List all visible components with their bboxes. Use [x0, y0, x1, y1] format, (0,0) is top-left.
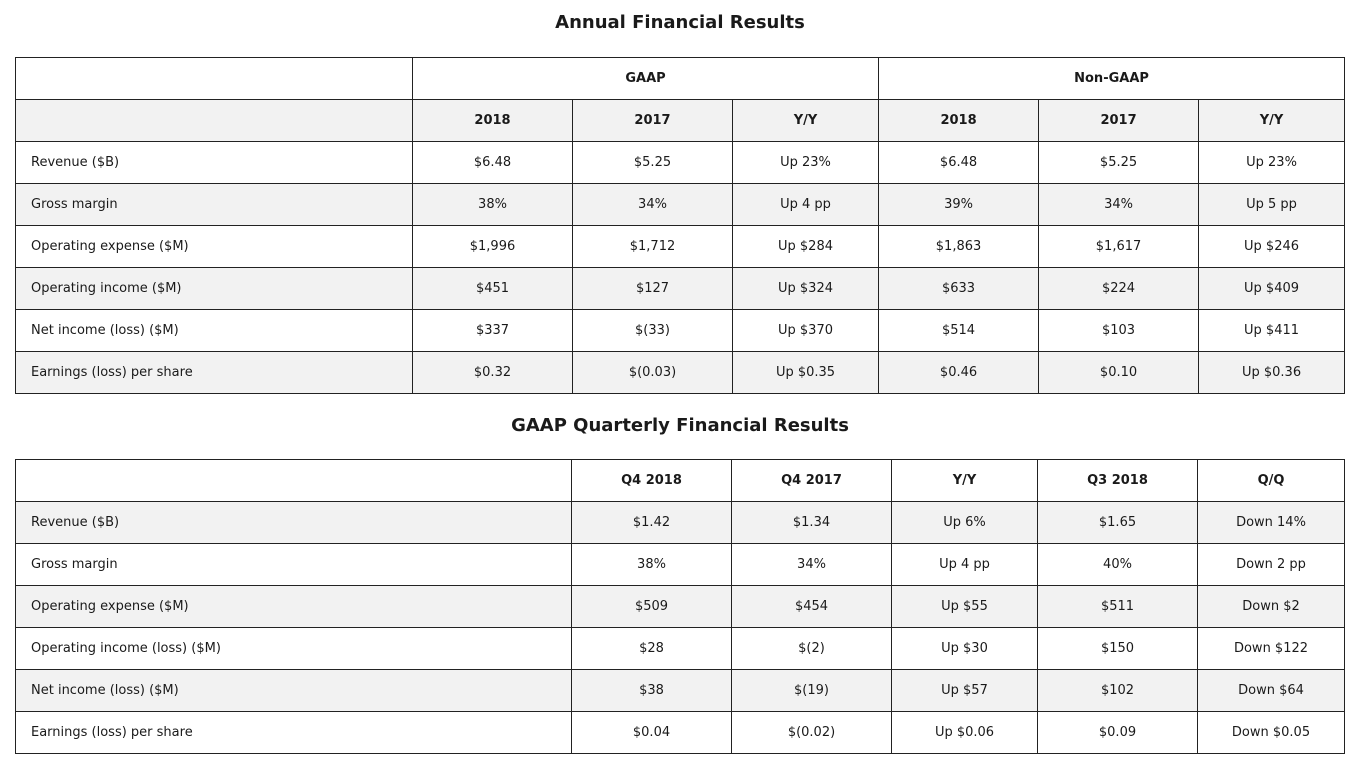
- table-cell: Up $409: [1199, 268, 1345, 310]
- group-header-gaap: GAAP: [413, 58, 879, 100]
- table-cell: $1,712: [573, 226, 733, 268]
- column-header: 2017: [1039, 100, 1199, 142]
- column-header: Q4 2018: [572, 460, 732, 502]
- table-cell: $150: [1038, 628, 1198, 670]
- group-header-non-gaap: Non-GAAP: [879, 58, 1345, 100]
- table-cell: $514: [879, 310, 1039, 352]
- column-header: Q/Q: [1198, 460, 1345, 502]
- column-header: 2018: [413, 100, 573, 142]
- table-cell: $511: [1038, 586, 1198, 628]
- row-label: Net income (loss) ($M): [16, 310, 413, 352]
- row-label: Earnings (loss) per share: [16, 352, 413, 394]
- table-row: [16, 586, 1345, 628]
- table-cell: Down $64: [1198, 670, 1345, 712]
- table-cell: Up 5 pp: [1199, 184, 1345, 226]
- table-cell: $(0.03): [573, 352, 733, 394]
- column-header: 2017: [573, 100, 733, 142]
- column-header: 2018: [879, 100, 1039, 142]
- table-cell: Down $2: [1198, 586, 1345, 628]
- row-label: Operating income (loss) ($M): [16, 628, 572, 670]
- table-cell: $5.25: [573, 142, 733, 184]
- table-cell: $0.46: [879, 352, 1039, 394]
- table-cell: $633: [879, 268, 1039, 310]
- table-cell: $1.42: [572, 502, 732, 544]
- table-cell: $0.32: [413, 352, 573, 394]
- table-cell: $38: [572, 670, 732, 712]
- table-cell: Up $0.36: [1199, 352, 1345, 394]
- table-cell: $127: [573, 268, 733, 310]
- table-cell: $6.48: [413, 142, 573, 184]
- table-cell: $(33): [573, 310, 733, 352]
- corner-cell: [16, 58, 413, 100]
- column-header: Q3 2018: [1038, 460, 1198, 502]
- table-cell: $(19): [732, 670, 892, 712]
- table-row: [16, 544, 1345, 586]
- table-cell: $224: [1039, 268, 1199, 310]
- table-cell: Down $0.05: [1198, 712, 1345, 754]
- row-label: Revenue ($B): [16, 142, 413, 184]
- table-cell: Down 14%: [1198, 502, 1345, 544]
- row-label: Net income (loss) ($M): [16, 670, 572, 712]
- table-row: [16, 142, 1345, 184]
- table-cell: Up $246: [1199, 226, 1345, 268]
- table-cell: Down 2 pp: [1198, 544, 1345, 586]
- table-row: [16, 310, 1345, 352]
- table-cell: $1,996: [413, 226, 573, 268]
- table-cell: Up $284: [733, 226, 879, 268]
- table-row: [16, 670, 1345, 712]
- table-row: [16, 502, 1345, 544]
- annual-results-title: Annual Financial Results: [555, 12, 805, 33]
- table-cell: $0.09: [1038, 712, 1198, 754]
- table-row: [16, 184, 1345, 226]
- quarterly-results-title: GAAP Quarterly Financial Results: [511, 415, 849, 436]
- table-cell: Up $411: [1199, 310, 1345, 352]
- table-cell: Up 6%: [892, 502, 1038, 544]
- table-cell: $5.25: [1039, 142, 1199, 184]
- table-cell: $509: [572, 586, 732, 628]
- table-cell: $1,863: [879, 226, 1039, 268]
- table-cell: $0.10: [1039, 352, 1199, 394]
- row-label: Earnings (loss) per share: [16, 712, 572, 754]
- table-cell: $103: [1039, 310, 1199, 352]
- row-label: Operating expense ($M): [16, 586, 572, 628]
- table-cell: 40%: [1038, 544, 1198, 586]
- table-cell: $6.48: [879, 142, 1039, 184]
- table-cell: $1.65: [1038, 502, 1198, 544]
- column-header: Y/Y: [1199, 100, 1345, 142]
- table-cell: $337: [413, 310, 573, 352]
- row-label: Operating expense ($M): [16, 226, 413, 268]
- table-cell: 34%: [732, 544, 892, 586]
- annual-table-body: [16, 142, 1345, 394]
- table-cell: Down $122: [1198, 628, 1345, 670]
- table-cell: $0.04: [572, 712, 732, 754]
- row-label: Gross margin: [16, 184, 413, 226]
- table-cell: Up $57: [892, 670, 1038, 712]
- table-row: [16, 352, 1345, 394]
- table-cell: Up $0.35: [733, 352, 879, 394]
- table-row: [16, 628, 1345, 670]
- table-cell: Up 23%: [1199, 142, 1345, 184]
- table-cell: 39%: [879, 184, 1039, 226]
- table-cell: $(2): [732, 628, 892, 670]
- column-header: Y/Y: [733, 100, 879, 142]
- table-cell: Up $30: [892, 628, 1038, 670]
- table-cell: $102: [1038, 670, 1198, 712]
- corner-cell: [16, 100, 413, 142]
- table-cell: 34%: [573, 184, 733, 226]
- row-label: Operating income ($M): [16, 268, 413, 310]
- table-cell: 34%: [1039, 184, 1199, 226]
- annual-results-table: [15, 57, 1345, 394]
- table-cell: $(0.02): [732, 712, 892, 754]
- table-cell: $451: [413, 268, 573, 310]
- table-cell: Up $370: [733, 310, 879, 352]
- corner-cell: [16, 460, 572, 502]
- table-row: [16, 712, 1345, 754]
- table-cell: $1.34: [732, 502, 892, 544]
- table-row: [16, 268, 1345, 310]
- table-cell: Up $0.06: [892, 712, 1038, 754]
- table-cell: $1,617: [1039, 226, 1199, 268]
- table-cell: Up $324: [733, 268, 879, 310]
- table-cell: Up $55: [892, 586, 1038, 628]
- row-label: Gross margin: [16, 544, 572, 586]
- table-cell: 38%: [413, 184, 573, 226]
- column-header: Q4 2017: [732, 460, 892, 502]
- table-cell: 38%: [572, 544, 732, 586]
- row-label: Revenue ($B): [16, 502, 572, 544]
- table-row: [16, 226, 1345, 268]
- table-cell: Up 23%: [733, 142, 879, 184]
- table-cell: $28: [572, 628, 732, 670]
- quarterly-results-table: [15, 459, 1345, 754]
- column-header: Y/Y: [892, 460, 1038, 502]
- table-cell: Up 4 pp: [733, 184, 879, 226]
- table-cell: $454: [732, 586, 892, 628]
- quarterly-table-body: [16, 502, 1345, 754]
- table-cell: Up 4 pp: [892, 544, 1038, 586]
